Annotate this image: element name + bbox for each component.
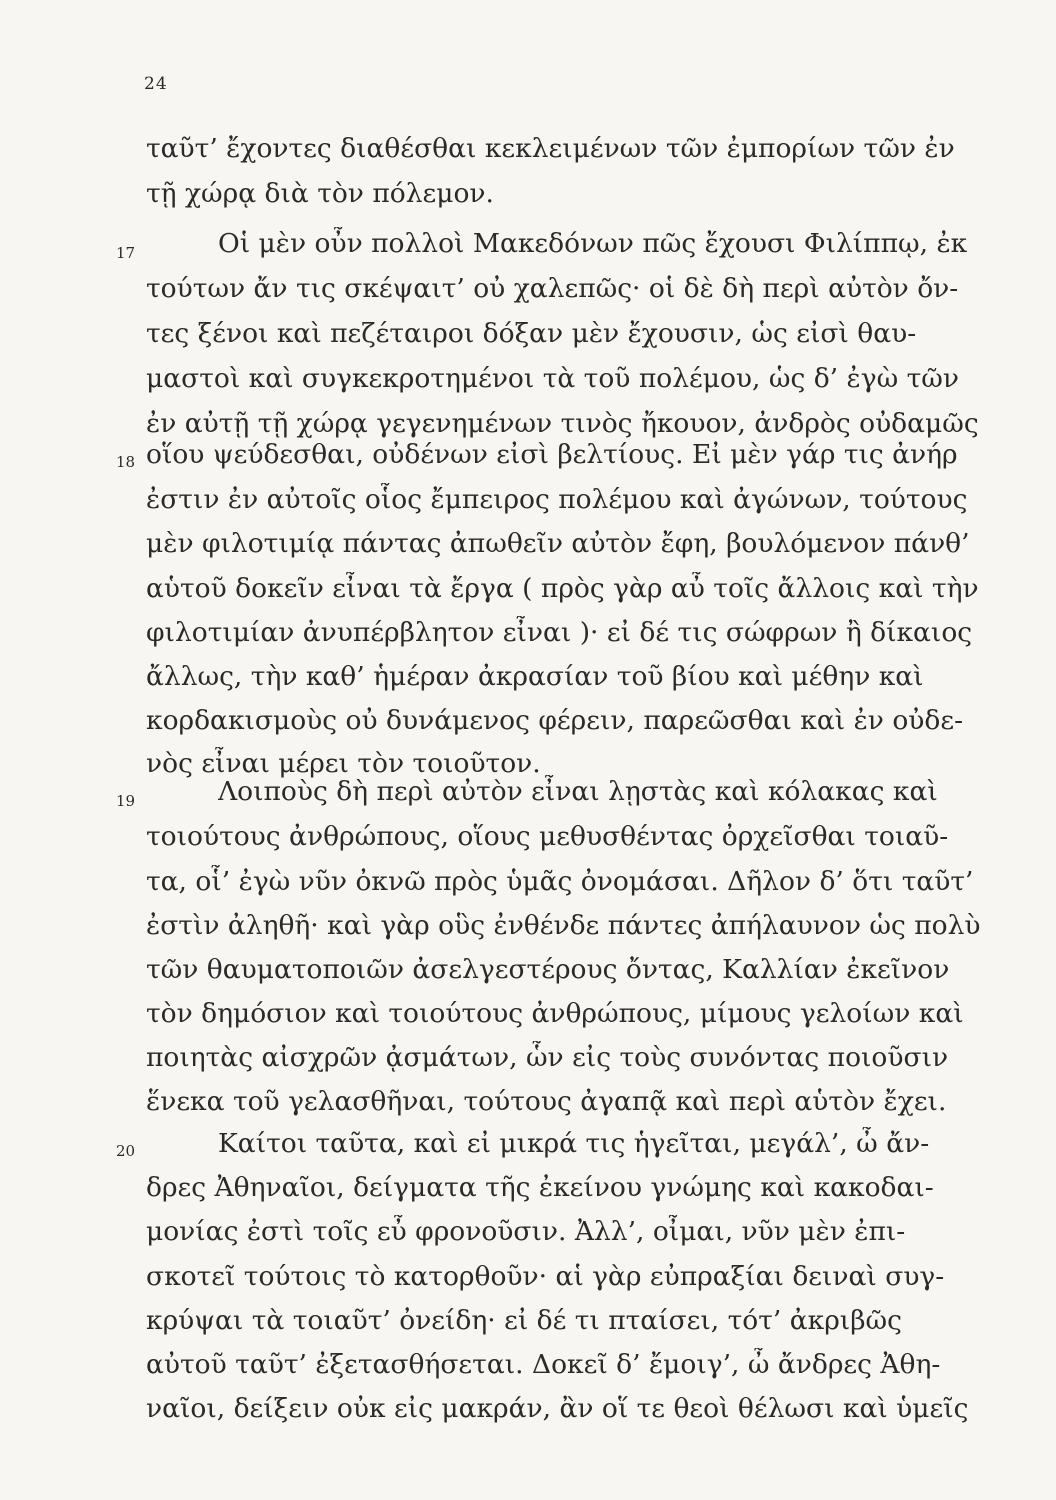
text-line: ἄλλως, τὴν καθ’ ἡμέραν ἀκρασίαν τοῦ βίου καὶ μέθην καὶ: [146, 661, 924, 692]
text-line: τες ξένοι καὶ πεζέταιροι δόξαν μὲν ἔχουσιν, ὡς εἰσὶ θαυ-: [146, 318, 917, 349]
text-line: Καίτοι ταῦτα, καὶ εἰ μικρά τις ἡγεῖται, μεγάλ’, ὦ ἄν-: [218, 1128, 930, 1159]
text-line: τούτων ἄν τις σκέψαιτ’ οὐ χαλεπῶς· οἱ δὲ δὴ περὶ αὐτὸν ὄν-: [146, 273, 959, 304]
text-line: τῶν θαυματοποιῶν ἀσελγεστέρους ὄντας, Καλλίαν ἐκεῖνον: [146, 954, 950, 985]
text-line: Οἱ μὲν οὖν πολλοὶ Μακεδόνων πῶς ἔχουσι Φιλίππῳ, ἐκ: [218, 228, 968, 259]
text-line: τῇ χώρᾳ διὰ τὸν πόλεμον.: [146, 178, 494, 209]
text-line: αὐτοῦ ταῦτ’ ἐξετασθήσεται. Δοκεῖ δ’ ἔμοιγ’, ὦ ἄνδρες Ἀθη-: [146, 1349, 941, 1380]
section-number: 19: [116, 792, 136, 810]
section-number: 18: [116, 453, 136, 471]
text-line: σκοτεῖ τούτοις τὸ κατορθοῦν· αἱ γὰρ εὐπραξίαι δειναὶ συγ-: [146, 1261, 945, 1292]
text-line: μονίας ἐστὶ τοῖς εὖ φρονοῦσιν. Ἀλλ’, οἶμαι, νῦν μὲν ἐπι-: [146, 1216, 906, 1247]
text-line: Λοιποὺς δὴ περὶ αὐτὸν εἶναι λῃστὰς καὶ κόλακας καὶ: [218, 776, 938, 807]
text-line: μαστοὶ καὶ συγκεκροτημένοι τὰ τοῦ πολέμου, ὡς δ’ ἐγὼ τῶν: [146, 363, 959, 394]
section-number: 17: [116, 244, 136, 262]
text-line: ποιητὰς αἰσχρῶν ᾀσμάτων, ὧν εἰς τοὺς συνόντας ποιοῦσιν: [146, 1042, 949, 1073]
text-line: οἵου ψεύδεσθαι, οὐδένων εἰσὶ βελτίους. Εἰ μὲν γάρ τις ἀνήρ: [146, 439, 958, 470]
text-line: μὲν φιλοτιμίᾳ πάντας ἀπωθεῖν αὐτὸν ἔφη, βουλόμενον πάνθ’: [146, 528, 970, 559]
text-line: δρες Ἀθηναῖοι, δείγματα τῆς ἐκείνου γνώμης καὶ κακοδαι-: [146, 1172, 934, 1203]
text-line: ἐστὶν ἀληθῆ· καὶ γὰρ οὓς ἐνθένδε πάντες ἀπήλαυνον ὡς πολὺ: [146, 910, 981, 941]
text-line: τα, οἷ’ ἐγὼ νῦν ὀκνῶ πρὸς ὑμᾶς ὀνομάσαι. Δῆλον δ’ ὅτι ταῦτ’: [146, 866, 974, 897]
text-line: τοιούτους ἀνθρώπους, οἵους μεθυσθέντας ὀρχεῖσθαι τοιαῦ-: [146, 821, 949, 852]
text-line: κορδακισμοὺς οὐ δυνάμενος φέρειν, παρεῶσθαι καὶ ἐν οὐδε-: [146, 705, 964, 736]
text-line: ταῦτ’ ἔχοντες διαθέσθαι κεκλειμένων τῶν ἐμπορίων τῶν ἐν: [146, 133, 955, 164]
text-line: ἐν αὐτῇ τῇ χώρᾳ γεγενημένων τινὸς ἤκουον, ἀνδρὸς οὐδαμῶς: [146, 408, 979, 439]
text-line: ναῖοι, δείξειν οὐκ εἰς μακράν, ἂν οἵ τε θεοὶ θέλωσι καὶ ὑμεῖς: [146, 1393, 969, 1424]
page-number: 24: [144, 74, 168, 94]
text-line: νὸς εἶναι μέρει τὸν τοιοῦτον.: [146, 748, 541, 779]
section-number: 20: [116, 1142, 136, 1160]
text-line: κρύψαι τὰ τοιαῦτ’ ὀνείδη· εἰ δέ τι πταίσει, τότ’ ἀκριβῶς: [146, 1305, 902, 1336]
text-line: ἐστιν ἐν αὐτοῖς οἷος ἔμπειρος πολέμου καὶ ἀγώνων, τούτους: [146, 484, 968, 515]
text-line: φιλοτιμίαν ἀνυπέρβλητον εἶναι )· εἰ δέ τις σώφρων ἢ δίκαιος: [146, 617, 973, 648]
text-line: τὸν δημόσιον καὶ τοιούτους ἀνθρώπους, μίμους γελοίων καὶ: [146, 998, 964, 1029]
text-line: ἕνεκα τοῦ γελασθῆναι, τούτους ἀγαπᾷ καὶ περὶ αὑτὸν ἔχει.: [146, 1086, 947, 1117]
text-line: αὑτοῦ δοκεῖν εἶναι τὰ ἔργα ( πρὸς γὰρ αὖ τοῖς ἄλλοις καὶ τὴν: [146, 573, 979, 604]
